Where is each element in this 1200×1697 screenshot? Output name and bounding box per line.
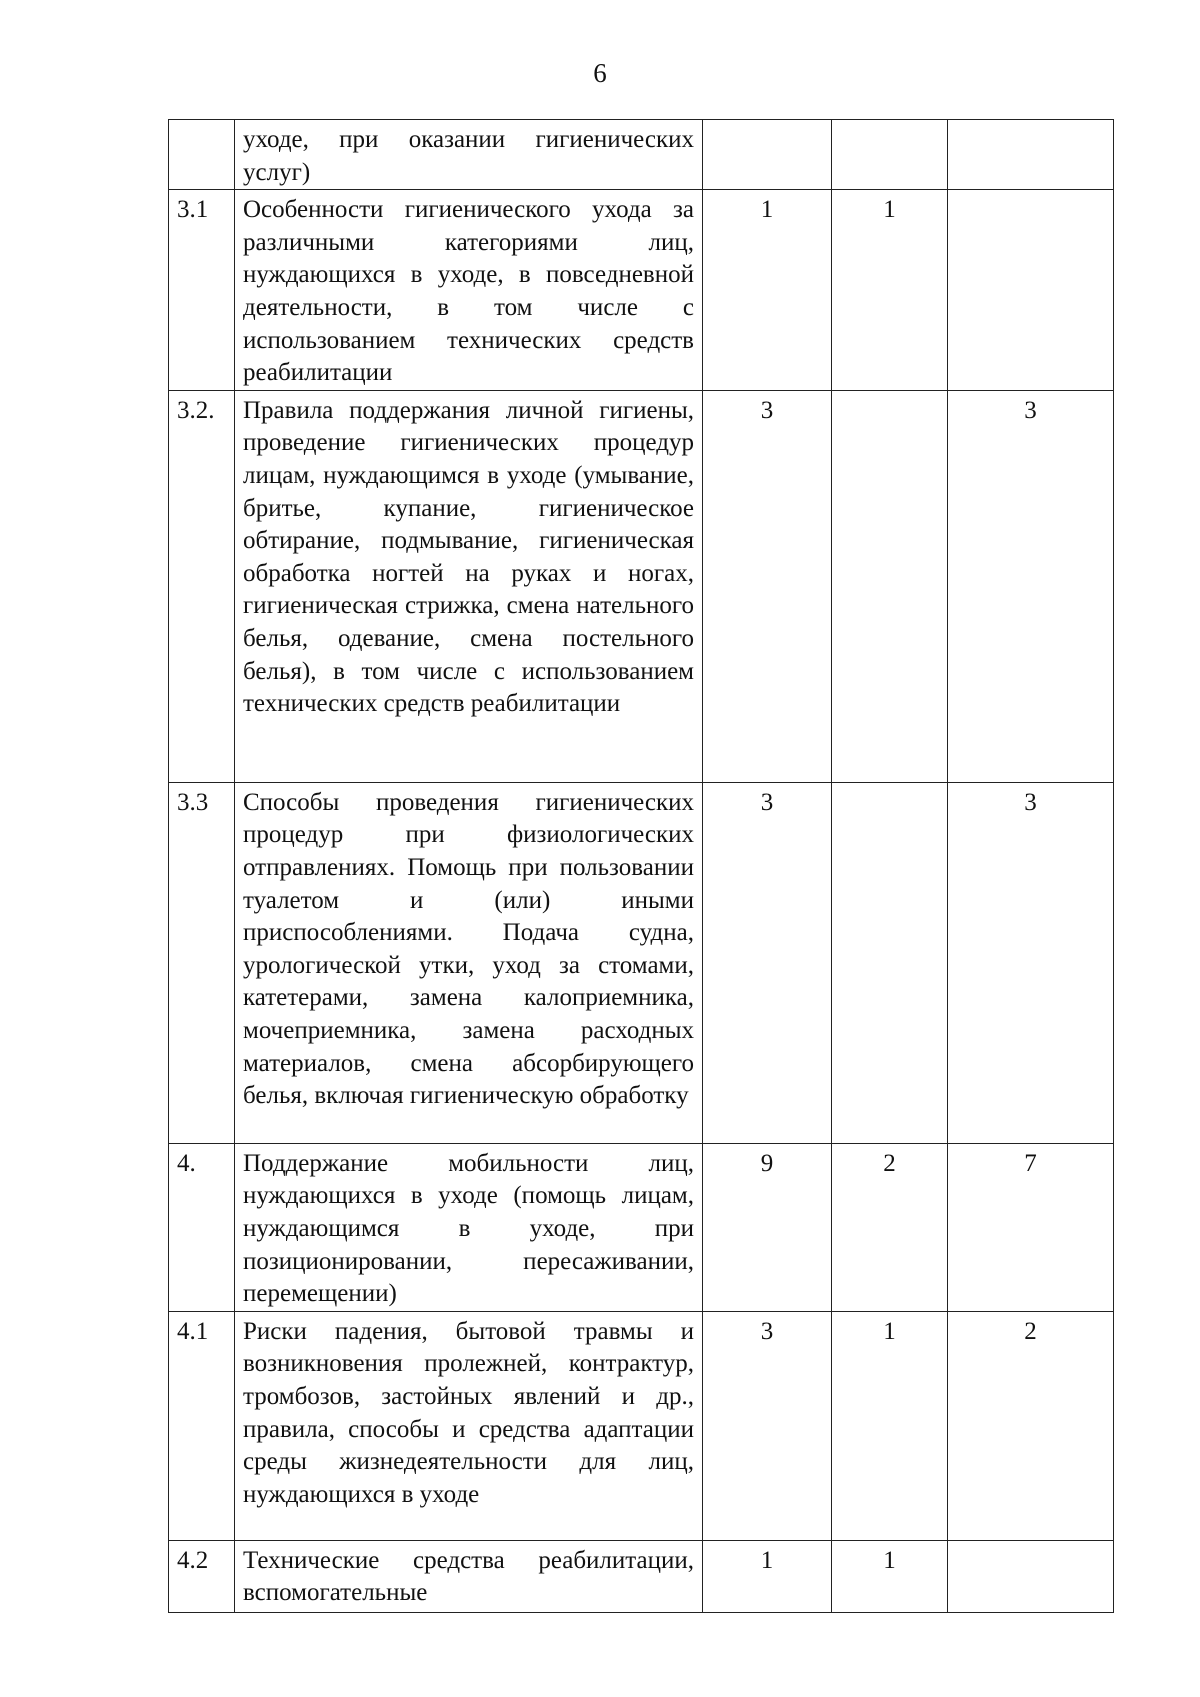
- row-total-hours: 3: [703, 782, 832, 1143]
- row-total-hours: 1: [703, 190, 832, 391]
- row-practice-hours: [948, 1540, 1114, 1612]
- curriculum-table: [168, 119, 1114, 1613]
- table-row: [169, 1311, 1114, 1540]
- row-number: 4.1: [169, 1311, 235, 1540]
- row-total-hours: 1: [703, 1540, 832, 1612]
- row-topic: Способы проведения гигиенических процедур при физиологических отправлениях. Помощь при пользовании туалетом и (или) иными приспособлениями. Подача судна, урологической утки, уход за стомами, катетерами, замена калоприемника, мочеприемника, замена расходных материалов, смена абсорбирующего белья, включая гигиеническую обработку: [235, 782, 703, 1143]
- row-topic: Поддержание мобильности лиц, нуждающихся в уходе (помощь лицам, нуждающимся в уходе, при позиционировании, пересаживании, перемещении): [235, 1143, 703, 1311]
- table-row: [169, 1143, 1114, 1311]
- row-practice-hours: [948, 190, 1114, 391]
- row-number: 3.3: [169, 782, 235, 1143]
- page-number: 6: [593, 58, 607, 88]
- row-number: 4.: [169, 1143, 235, 1311]
- row-total-hours: [703, 120, 832, 190]
- row-theory-hours: [832, 390, 948, 782]
- row-practice-hours: 3: [948, 782, 1114, 1143]
- row-practice-hours: [948, 120, 1114, 190]
- row-topic: Технические средства реабилитации, вспомогательные: [235, 1540, 703, 1612]
- row-theory-hours: 1: [832, 190, 948, 391]
- row-topic: Особенности гигиенического ухода за различными категориями лиц, нуждающихся в уходе, в повседневной деятельности, в том числе с использованием технических средств реабилитации: [235, 190, 703, 391]
- row-practice-hours: 7: [948, 1143, 1114, 1311]
- row-practice-hours: 2: [948, 1311, 1114, 1540]
- row-theory-hours: 2: [832, 1143, 948, 1311]
- row-practice-hours: 3: [948, 390, 1114, 782]
- row-number: 3.1: [169, 190, 235, 391]
- row-theory-hours: [832, 782, 948, 1143]
- row-number: 4.2: [169, 1540, 235, 1612]
- row-number: [169, 120, 235, 190]
- row-theory-hours: [832, 120, 948, 190]
- table-row: [169, 120, 1114, 190]
- row-theory-hours: 1: [832, 1540, 948, 1612]
- row-topic: уходе, при оказании гигиенических услуг): [235, 120, 703, 190]
- table-row: [169, 190, 1114, 391]
- row-total-hours: 3: [703, 390, 832, 782]
- table-row: [169, 1540, 1114, 1612]
- row-theory-hours: 1: [832, 1311, 948, 1540]
- row-total-hours: 9: [703, 1143, 832, 1311]
- row-total-hours: 3: [703, 1311, 832, 1540]
- row-topic: Правила поддержания личной гигиены, проведение гигиенических процедур лицам, нуждающимся в уходе (умывание, бритье, купание, гигиеническое обтирание, подмывание, гигиеническая обработка ногтей на руках и ногах, гигиеническая стрижка, смена нательного белья, одевание, смена постельного белья), в том числе с использованием технических средств реабилитации: [235, 390, 703, 782]
- row-topic: Риски падения, бытовой травмы и возникновения пролежней, контрактур, тромбозов, застойных явлений и др., правила, способы и средства адаптации среды жизнедеятельности для лиц, нуждающихся в уходе: [235, 1311, 703, 1540]
- table-row: [169, 390, 1114, 782]
- table-row: [169, 782, 1114, 1143]
- row-number: 3.2.: [169, 390, 235, 782]
